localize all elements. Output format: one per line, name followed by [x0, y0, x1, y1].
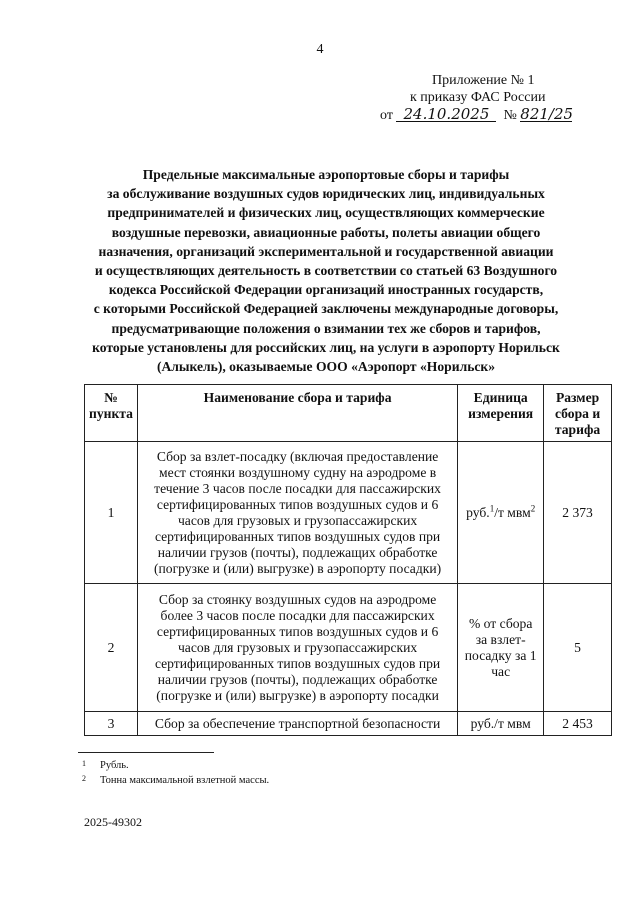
row-unit: [458, 442, 544, 584]
page-number: 4: [316, 42, 324, 57]
row-number: 1: [85, 442, 138, 584]
tariffs-table: [84, 384, 612, 736]
table-row: [85, 584, 612, 712]
unit-text: /т мвм: [494, 504, 531, 520]
date-prefix: от: [380, 108, 393, 123]
appendix-line-2: к приказу ФАС России: [410, 90, 546, 105]
footnote-text: Тонна максимальной взлетной массы.: [100, 775, 270, 786]
document-id: 2025-49302: [84, 815, 142, 829]
row-number: 3: [85, 712, 138, 736]
title-line: кодекса Российской Федерации организаций иностранных государств,: [108, 282, 544, 298]
header-number: № пункта: [85, 385, 138, 442]
title-line: за обслуживание воздушных судов юридических лиц, индивидуальных: [107, 186, 545, 202]
footnote-ref: 1: [489, 502, 495, 513]
row-value: 2 373: [544, 442, 612, 584]
footnote-text: Рубль.: [100, 760, 129, 771]
row-value: 2 453: [544, 712, 612, 736]
table-row: [85, 712, 612, 736]
footnote: [82, 758, 269, 773]
title-line: назначения, организаций экспериментальной и государственной авиации: [98, 243, 554, 259]
row-value: 5: [544, 584, 612, 712]
title-line: и осуществляющих деятельность в соответствии со статьей 63 Воздушного: [94, 263, 558, 279]
title-line: предпринимателей и физических лиц, осуществляющих коммерческие: [107, 205, 545, 221]
title-line: которые установлены для российских лиц, на услуги в аэропорту Норильск: [92, 339, 560, 355]
footnote-ref: 2: [530, 502, 536, 513]
footnote-mark: 2: [82, 774, 86, 783]
table-row: [85, 442, 612, 584]
title-line: предусматривающие положения о взимании тех же сборов и тарифов,: [111, 320, 541, 336]
title-line: Предельные максимальные аэропортовые сборы и тарифы: [142, 167, 510, 182]
document-title: [84, 165, 568, 376]
header-name: Наименование сбора и тарифа: [137, 385, 457, 442]
footnotes: [82, 758, 269, 788]
number-prefix: №: [503, 108, 517, 123]
row-unit: % от сбора за взлет-посадку за 1 час: [458, 584, 544, 712]
row-number: 2: [85, 584, 138, 712]
table-header-row: [85, 385, 612, 442]
appendix-header: [380, 72, 580, 124]
footnote-mark: 1: [82, 759, 86, 768]
footnote-divider: [78, 752, 214, 753]
row-name: Сбор за взлет-посадку (включая предоставление мест стоянки воздушному судну на аэродроме в течение 3 часов после посадки для пассажирских сертифицированных типов воздушных судов и 6 часов для грузовых и грузопассажирских сертифицированных типов воздушных судов при наличии грузов (почты), подлежащих обработке (погрузке и (или) выгрузке) в аэропорту посадки): [137, 442, 457, 584]
row-name: Сбор за обеспечение транспортной безопасности: [137, 712, 457, 736]
title-line: (Алыкель), оказываемые ООО «Аэропорт «Норильск»: [156, 359, 496, 375]
handwritten-date: 24.10.2025: [396, 107, 496, 122]
appendix-line-1: Приложение № 1: [432, 73, 535, 88]
row-name: Сбор за стоянку воздушных судов на аэродроме более 3 часов после посадки для пассажирских сертифицированных типов воздушных судов и 6 часов для грузовых и грузопассажирских сертифицированных типов воздушных судов при наличии грузов (почты), подлежащих обработке (погрузке и (или) выгрузке) в аэропорту посадки: [137, 584, 457, 712]
footnote: [82, 773, 269, 788]
row-unit: руб./т мвм: [458, 712, 544, 736]
handwritten-number: 821/25: [520, 105, 574, 123]
title-line: с которыми Российской Федерацией заключены международные договоры,: [93, 301, 559, 317]
header-size: Размер сбора и тарифа: [544, 385, 612, 442]
title-line: воздушные перевозки, авиационные работы, полеты авиации общего: [111, 224, 541, 240]
header-unit: Единица измерения: [458, 385, 544, 442]
unit-text: руб.: [466, 504, 490, 520]
appendix-date-line: [380, 107, 580, 124]
